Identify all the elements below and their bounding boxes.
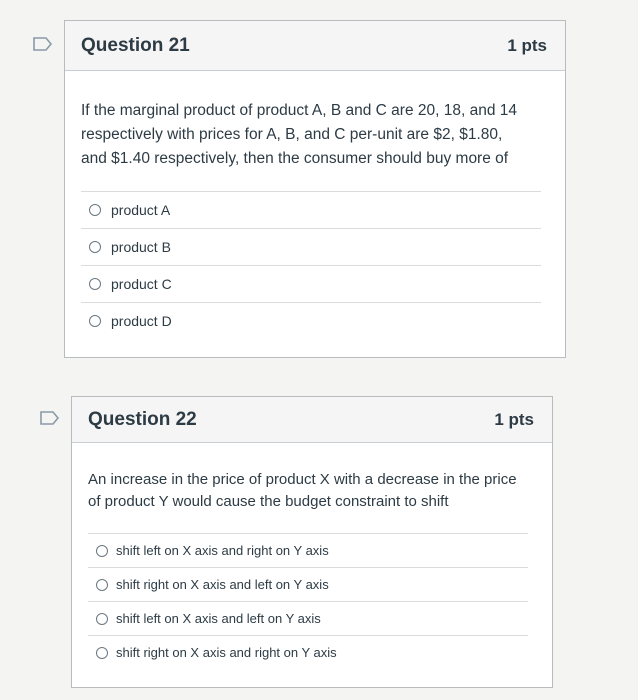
answer-option[interactable] [81,265,541,302]
answer-option[interactable] [88,567,528,601]
answer-option[interactable] [81,228,541,265]
answer-label: product D [111,313,172,329]
question-points: 1 pts [507,35,547,55]
answer-label: product B [111,239,171,255]
question-header [65,21,565,71]
answer-label: shift right on X axis and right on Y axis [116,645,337,660]
radio-button[interactable] [89,278,101,290]
flag-question-icon[interactable] [40,411,60,425]
question-points: 1 pts [494,409,534,429]
radio-button[interactable] [89,204,101,216]
answer-label: shift left on X axis and right on Y axis [116,543,329,558]
answer-label: shift left on X axis and left on Y axis [116,611,321,626]
radio-button[interactable] [96,545,108,557]
answer-option[interactable] [81,191,541,228]
question-title: Question 21 [81,34,190,56]
answer-label: product A [111,202,171,218]
answer-list [88,533,528,669]
answer-option[interactable] [88,601,528,635]
question-card-22 [71,396,553,688]
radio-button[interactable] [96,647,108,659]
answer-option[interactable] [88,635,528,669]
question-title: Question 22 [88,408,197,430]
question-text: If the marginal product of product A, B and C are 20, 18, and 14 respectively with prices for A, B, and C per-unit are $2, $1.80, and $1.40 respectively, then the consumer should buy more of [81,102,517,167]
question-text: An increase in the price of product X with a decrease in the price of product Y would cause the budget constraint to shift [88,471,517,510]
answer-list [81,191,541,339]
radio-button[interactable] [89,315,101,327]
radio-button[interactable] [96,613,108,625]
flag-question-icon[interactable] [33,37,53,51]
radio-button[interactable] [89,241,101,253]
answer-label: product C [111,276,172,292]
answer-option[interactable] [81,302,541,339]
radio-button[interactable] [96,579,108,591]
answer-label: shift right on X axis and left on Y axis [116,577,329,592]
answer-option[interactable] [88,533,528,567]
question-card-21 [64,20,566,358]
question-header [72,397,552,443]
